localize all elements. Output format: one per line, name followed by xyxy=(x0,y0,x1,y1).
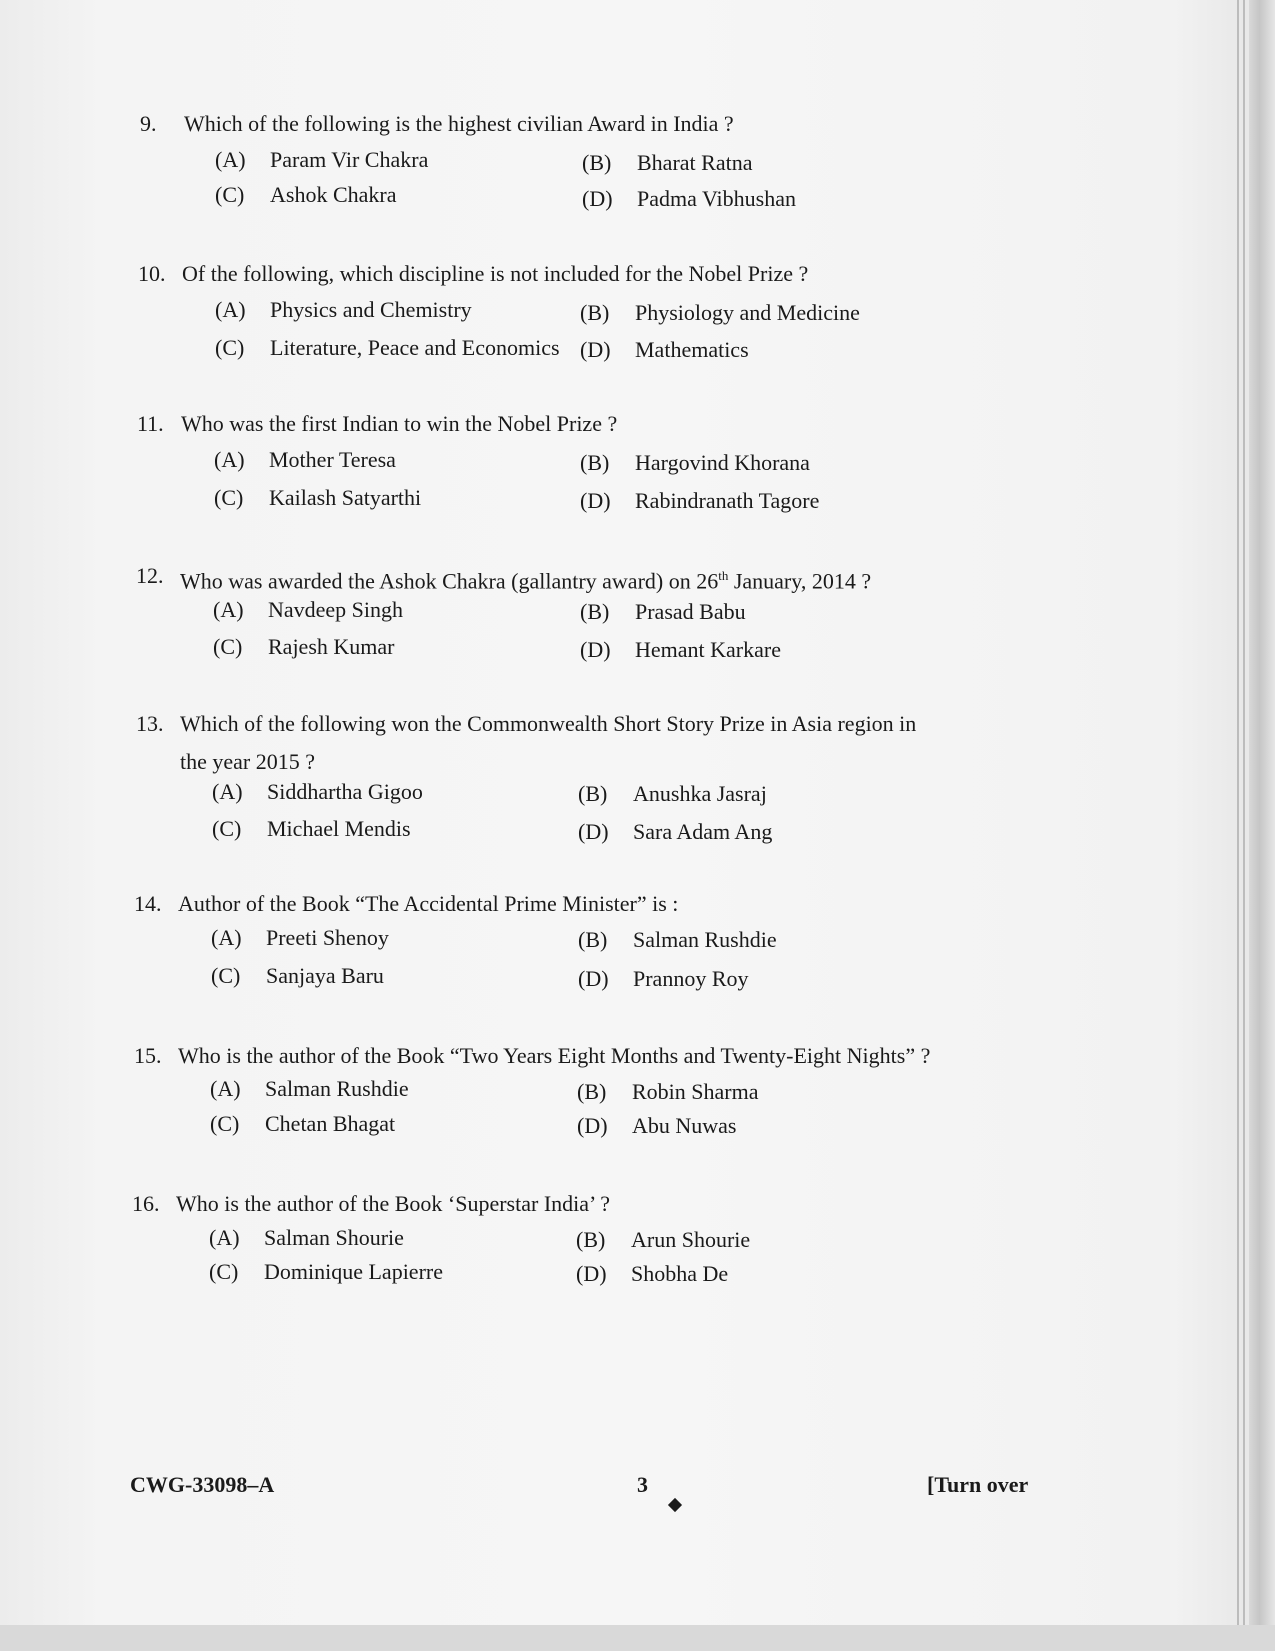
option-a xyxy=(215,295,472,325)
option-text: Shobha De xyxy=(631,1261,729,1286)
option-c xyxy=(211,961,384,991)
option-letter: (C) xyxy=(213,634,243,659)
option-letter: (B) xyxy=(580,450,610,475)
question-15 xyxy=(0,1037,1240,1138)
option-text: Salman Rushdie xyxy=(633,927,777,952)
option-text: Salman Shourie xyxy=(264,1225,404,1250)
option-b xyxy=(580,448,810,478)
option-text: Arun Shourie xyxy=(631,1227,751,1252)
option-text: Preeti Shenoy xyxy=(266,925,389,950)
option-d xyxy=(577,1111,737,1141)
option-a xyxy=(213,595,403,625)
question-number: 14. xyxy=(134,891,162,916)
option-letter: (A) xyxy=(213,597,244,622)
option-text: Chetan Bhagat xyxy=(265,1111,396,1136)
question-text: Who is the author of the Book “Two Years Eight Months and Twenty-Eight Nights” ? xyxy=(178,1043,931,1068)
option-text: Sara Adam Ang xyxy=(633,819,773,844)
question-text: Of the following, which discipline is not included for the Nobel Prize ? xyxy=(182,261,809,286)
option-letter: (C) xyxy=(215,335,245,360)
question-number: 11. xyxy=(137,411,164,436)
question-text xyxy=(180,557,871,600)
diamond-icon xyxy=(668,1498,682,1512)
question-text: Author of the Book “The Accidental Prime Minister” is : xyxy=(178,891,679,916)
option-letter: (A) xyxy=(212,779,243,804)
option-c xyxy=(209,1257,443,1287)
option-letter: (B) xyxy=(577,1079,607,1104)
option-c xyxy=(215,333,560,363)
question-10 xyxy=(0,255,1240,362)
option-b xyxy=(580,298,860,328)
question-text-part: January, 2014 ? xyxy=(728,568,872,594)
question-text: Which of the following won the Commonwealth Short Story Prize in Asia region in xyxy=(180,711,917,736)
option-b xyxy=(578,925,777,955)
option-c xyxy=(210,1109,395,1139)
option-b xyxy=(582,148,752,178)
option-text: Robin Sharma xyxy=(632,1079,759,1104)
option-letter: (D) xyxy=(580,637,611,662)
option-letter: (D) xyxy=(582,186,613,211)
option-letter: (C) xyxy=(210,1111,240,1136)
question-14 xyxy=(0,885,1240,991)
option-a xyxy=(212,777,423,807)
question-11 xyxy=(0,405,1240,513)
option-letter: (B) xyxy=(576,1227,606,1252)
option-d xyxy=(580,635,781,665)
option-letter: (D) xyxy=(580,488,611,513)
binding-line xyxy=(1237,0,1239,1651)
option-letter: (A) xyxy=(215,297,246,322)
option-text: Ashok Chakra xyxy=(270,182,397,207)
option-text: Mother Teresa xyxy=(269,447,396,472)
option-letter: (B) xyxy=(582,150,612,175)
ordinal-suffix: th xyxy=(718,568,729,583)
binding-line xyxy=(1243,0,1245,1651)
option-text: Mathematics xyxy=(635,337,749,362)
option-letter: (A) xyxy=(209,1225,240,1250)
option-d xyxy=(580,335,749,365)
bottom-edge xyxy=(0,1625,1275,1651)
option-letter: (B) xyxy=(578,927,608,952)
question-number: 9. xyxy=(140,111,157,136)
option-b xyxy=(576,1225,750,1255)
paper-code: CWG-33098–A xyxy=(130,1472,275,1497)
option-letter: (C) xyxy=(209,1259,239,1284)
option-letter: (D) xyxy=(580,337,611,362)
option-c xyxy=(215,180,396,210)
option-d xyxy=(578,817,772,847)
option-text: Physiology and Medicine xyxy=(635,300,860,325)
question-text: Which of the following is the highest civilian Award in India ? xyxy=(184,111,734,136)
option-text: Dominique Lapierre xyxy=(264,1259,443,1284)
option-a xyxy=(209,1223,404,1253)
question-number: 16. xyxy=(132,1191,160,1216)
question-number: 13. xyxy=(136,711,164,736)
binding-edge xyxy=(1249,0,1275,1651)
question-13 xyxy=(0,705,1240,844)
option-letter: (A) xyxy=(215,147,246,172)
option-letter: (B) xyxy=(580,599,610,624)
option-text: Param Vir Chakra xyxy=(270,147,429,172)
option-letter: (D) xyxy=(578,966,609,991)
option-text: Sanjaya Baru xyxy=(266,963,384,988)
option-letter: (D) xyxy=(578,819,609,844)
option-letter: (D) xyxy=(577,1113,608,1138)
option-text: Rajesh Kumar xyxy=(268,634,395,659)
option-text: Abu Nuwas xyxy=(632,1113,737,1138)
option-text: Rabindranath Tagore xyxy=(635,488,820,513)
turn-over-label: [Turn over xyxy=(927,1472,1029,1497)
option-d xyxy=(580,486,819,516)
option-text: Prasad Babu xyxy=(635,599,746,624)
option-text: Kailash Satyarthi xyxy=(269,485,422,510)
question-16 xyxy=(0,1185,1240,1286)
option-letter: (B) xyxy=(580,300,610,325)
option-a xyxy=(210,1074,409,1104)
option-d xyxy=(582,184,796,214)
option-text: Hemant Karkare xyxy=(635,637,781,662)
option-a xyxy=(214,445,396,475)
option-b xyxy=(578,779,767,809)
option-a xyxy=(215,145,428,175)
option-b xyxy=(580,597,746,627)
option-text: Michael Mendis xyxy=(267,816,411,841)
option-c xyxy=(213,632,394,662)
option-letter: (C) xyxy=(214,485,244,510)
page-number: 3 xyxy=(637,1472,648,1497)
option-d xyxy=(578,964,749,994)
option-letter: (B) xyxy=(578,781,608,806)
option-text: Siddhartha Gigoo xyxy=(267,779,423,804)
option-letter: (A) xyxy=(210,1076,241,1101)
question-number: 15. xyxy=(134,1043,162,1068)
option-b xyxy=(577,1077,759,1107)
option-text: Bharat Ratna xyxy=(637,150,753,175)
option-text: Padma Vibhushan xyxy=(637,186,796,211)
option-letter: (A) xyxy=(214,447,245,472)
option-text: Prannoy Roy xyxy=(633,966,749,991)
question-number: 10. xyxy=(138,261,166,286)
option-letter: (D) xyxy=(576,1261,607,1286)
option-letter: (C) xyxy=(215,182,245,207)
option-text: Anushka Jasraj xyxy=(633,781,767,806)
question-text: Who is the author of the Book ‘Superstar India’ ? xyxy=(176,1191,610,1216)
option-a xyxy=(211,923,389,953)
question-9 xyxy=(0,105,1240,211)
option-letter: (C) xyxy=(211,963,241,988)
question-text-part: Who was awarded the Ashok Chakra (gallantry award) on 26 xyxy=(180,568,719,594)
option-d xyxy=(576,1259,728,1289)
option-text: Hargovind Khorana xyxy=(635,450,810,475)
option-c xyxy=(214,483,421,513)
question-12 xyxy=(0,557,1240,662)
question-number: 12. xyxy=(136,563,164,588)
option-text: Physics and Chemistry xyxy=(270,297,472,322)
option-c xyxy=(212,814,411,844)
option-text: Salman Rushdie xyxy=(265,1076,409,1101)
option-letter: (A) xyxy=(211,925,242,950)
option-letter: (C) xyxy=(212,816,242,841)
question-text: Who was the first Indian to win the Nobel Prize ? xyxy=(181,411,618,436)
option-text: Literature, Peace and Economics xyxy=(270,335,560,360)
question-text-continued: the year 2015 ? xyxy=(180,749,315,774)
option-text: Navdeep Singh xyxy=(268,597,404,622)
